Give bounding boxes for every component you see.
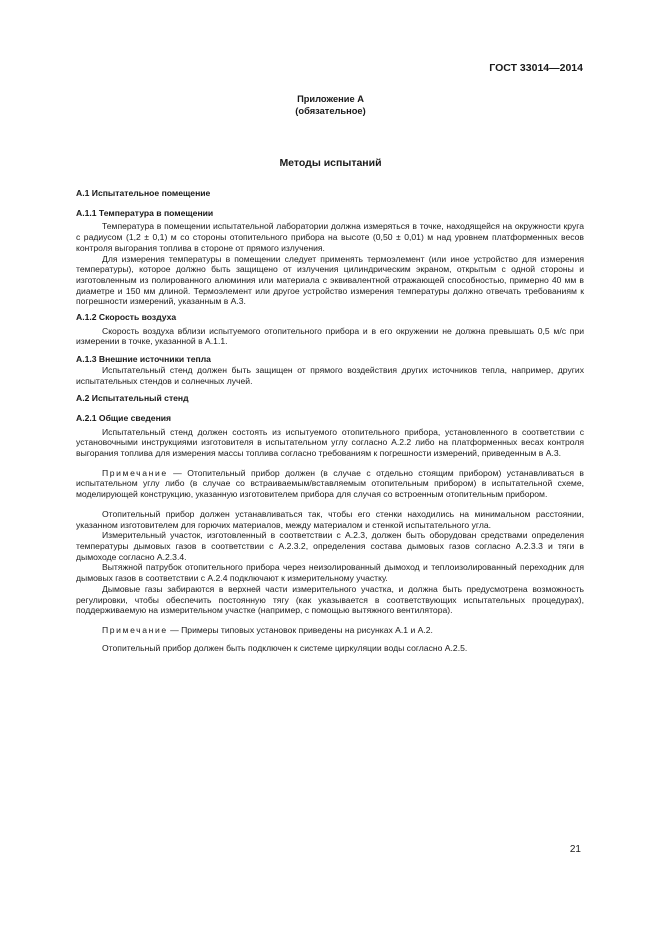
note-text: — Отопительный прибор должен (в случае с отдельно стоящим прибором) устанавливаться в испытательном углу либо (в случае со встраиваемым/вставляемым отопительным прибором) в испытательной схеме, моделирующей конструкцию, указанную изготовителем прибора для случая со встроенным отопительным прибором. xyxy=(76,467,584,500)
note-text: — Примеры типовых установок приведены на рисунках А.1 и А.2. xyxy=(167,624,433,635)
paragraph: Для измерения температуры в помещении следует применять термоэлемент (или иное устройство для измерения температуры), которое должно быть защищено от излучения цилиндрическим экраном, открытым с одной стороны и изготовленным из полированного алюминия или материала с эквивалентной отражающей способностью, примерно 40 мм в диаметре и 150 мм длиной. Термоэлемент или другое устройство измерения температуры должно отвечать требованиям к погрешности измерений, указанным в А.3. xyxy=(76,253,584,307)
annex-heading xyxy=(0,93,661,117)
annex-title: Приложение А xyxy=(297,94,364,104)
heading-a1: А.1 Испытательное помещение xyxy=(76,188,211,198)
paragraph: Испытательный стенд должен состоять из испытуемого отопительного прибора, установленного в соответствии с установочными инструкциями изготовителя в испытательном углу согласно А.2.2 либо на платформенных весах контроля выгорания топлива для измерения массы топлива согласно требованиям к погрешности измерений, приведенным в А.3. xyxy=(76,426,584,459)
document-code: ГОСТ 33014—2014 xyxy=(489,62,583,74)
section-title: Методы испытаний xyxy=(279,157,382,169)
paragraph: Измерительный участок, изготовленный в соответствии с А.2.3, должен быть оборудован средствами определения температуры дымовых газов в соответствии с А.2.3.2, определения состава дымовых газов согласно А.2.3.3 и тяги в дымоходе согласно А.2.3.4. xyxy=(76,530,584,562)
note-label: Примечание xyxy=(102,624,168,635)
paragraph: Вытяжной патрубок отопительного прибора через неизолированный дымоход и теплоизолированный переходник для дымовых газов в соответствии с А.2.4 подключают к измерительному участку. xyxy=(76,562,584,584)
paragraph: Температура в помещении испытательной лаборатории должна измеряться в точке, находящейся на окружности круга с радиусом (1,2 ± 0,1) м со стороны отопительного прибора на высоте (0,50 ± 0,01) м над уровнем платформенных весов контроля выгорания топлива в стороне от прямого излучения. xyxy=(76,221,584,253)
heading-a1-2: А.1.2 Скорость воздуха xyxy=(76,312,177,323)
note xyxy=(76,625,584,636)
note xyxy=(76,468,584,500)
heading-a1-1: А.1.1 Температура в помещении xyxy=(76,207,214,218)
paragraph: Дымовые газы забираются в верхней части измерительного участка, и должна быть предусмотрена возможность регулировки, чтобы обеспечить постоянную тягу (как указывается в соответствующих испытательных процедурах), поддерживаемую на измерительном участке (например, с помощью вытяжного вентилятора). xyxy=(76,583,584,616)
paragraph: Испытательный стенд должен быть защищен от прямого воздействия других источников тепла, например, других испытательных стендов и солнечных лучей. xyxy=(76,364,584,386)
heading-a2-1: А.2.1 Общие сведения xyxy=(76,412,172,423)
heading-a1-3: А.1.3 Внешние источники тепла xyxy=(76,354,211,365)
paragraph: Скорость воздуха вблизи испытуемого отопительного прибора и в его окружении не должна превышать 0,5 м/с при измерении в точке, указанной в А.1.1. xyxy=(76,325,584,347)
annex-subtitle: (обязательное) xyxy=(295,106,366,116)
paragraph: Отопительный прибор должен быть подключен к системе циркуляции воды согласно А.2.5. xyxy=(102,642,468,653)
document-body xyxy=(76,188,584,653)
page-number: 21 xyxy=(569,844,581,855)
paragraph: Отопительный прибор должен устанавливаться так, чтобы его стенки находились на минимальном расстоянии, указанном изготовителем для горючих материалов, между материалом и стенкой испытательного угла. xyxy=(76,508,584,530)
heading-a2: А.2 Испытательный стенд xyxy=(76,393,189,404)
note-label: Примечание xyxy=(102,467,168,478)
